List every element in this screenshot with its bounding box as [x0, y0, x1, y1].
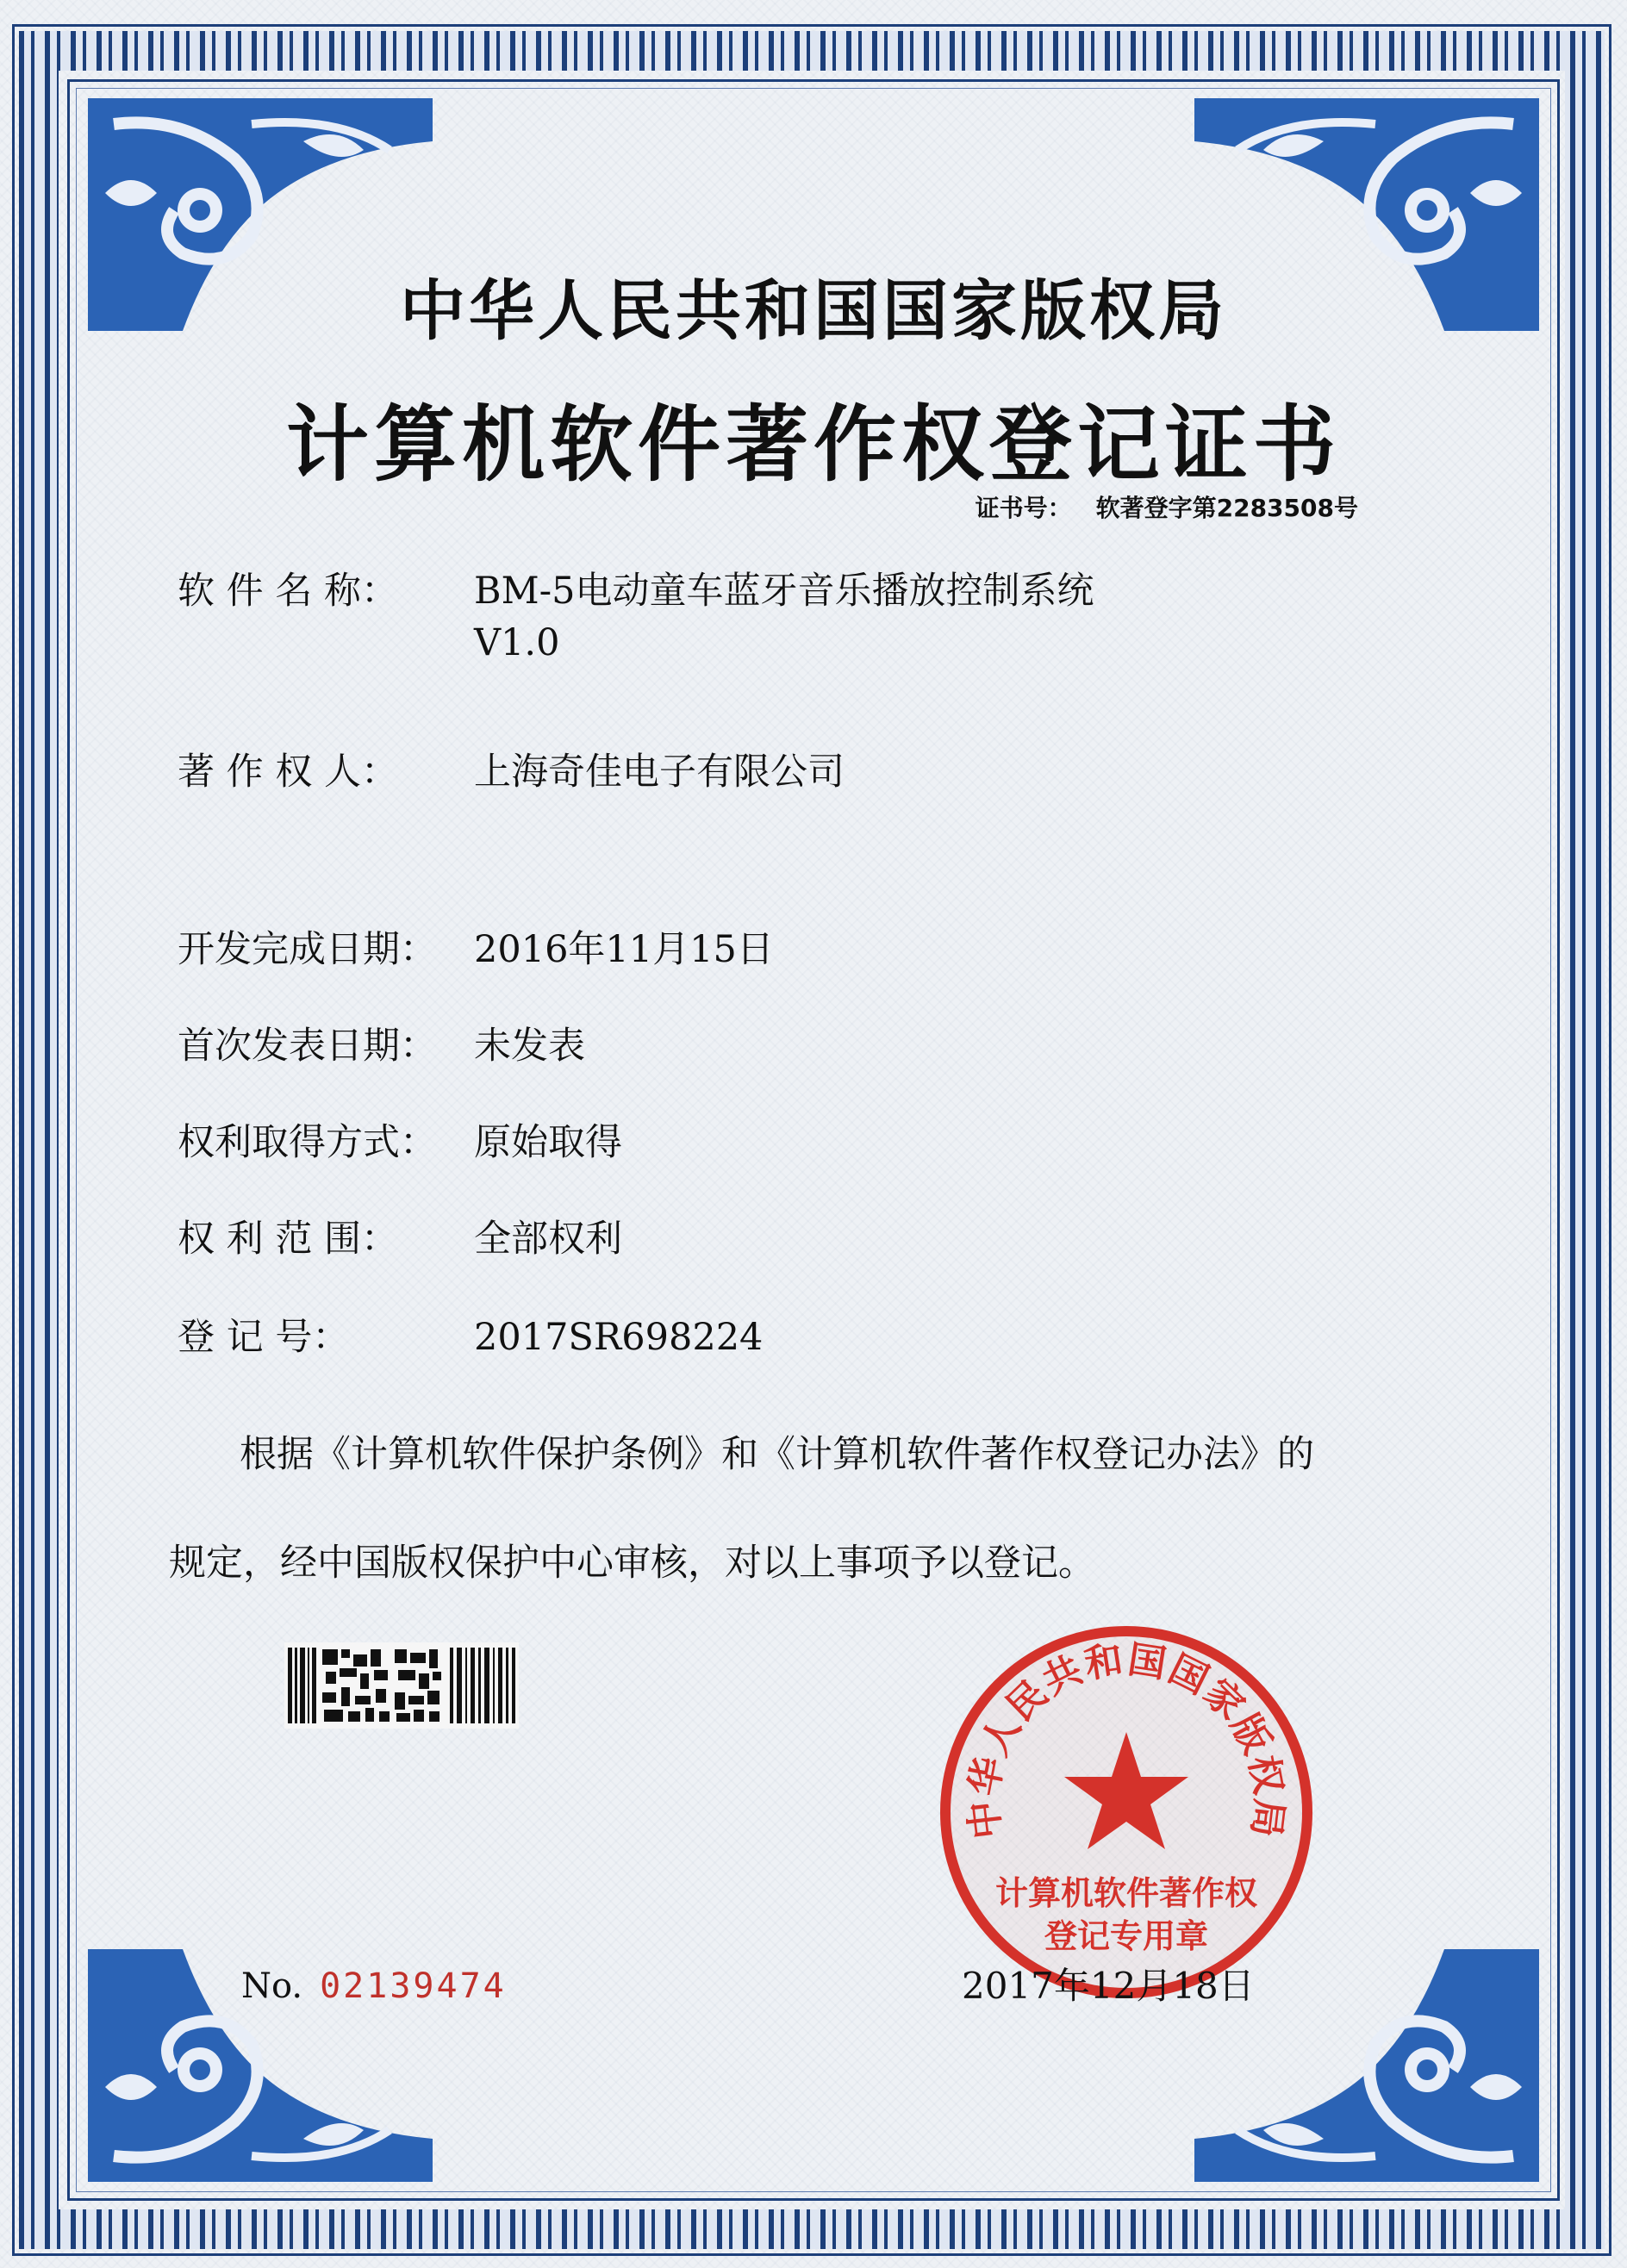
field-value-line: 未发表	[474, 1025, 585, 1068]
statement-line-2: 规定，经中国版权保护中心审核，对以上事项予以登记。	[169, 1542, 1095, 1585]
field-value-line: 2016年11月15日	[474, 928, 774, 971]
barcode-icon	[284, 1642, 519, 1729]
field-rights-scope	[178, 1213, 1453, 1265]
field-value	[474, 924, 1439, 975]
serial-number-label: No.	[241, 1966, 303, 2006]
field-label: 首次发表日期：	[178, 1025, 437, 1068]
field-value-line: 原始取得	[474, 1121, 622, 1164]
field-copyright-owner	[178, 746, 1453, 798]
serial-number-value: 02139474	[320, 1966, 507, 2006]
field-value-line: 2017SR698224	[474, 1316, 764, 1359]
issuing-authority: 中华人民共和国国家版权局	[400, 272, 1227, 349]
field-first-publication-date	[178, 1020, 1453, 1072]
issue-date: 2017年12月18日	[962, 1965, 1255, 2007]
seal-line-1: 计算机软件著作权	[994, 1874, 1257, 1912]
field-label: 开发完成日期：	[178, 928, 437, 971]
field-software-name	[178, 565, 1453, 669]
field-value-line: BM-5电动童车蓝牙音乐播放控制系统	[474, 570, 1094, 613]
certificate-number-label: 证书号：	[975, 494, 1072, 522]
certificate-number	[976, 489, 1358, 524]
field-label: 软 件 名 称：	[178, 570, 399, 613]
field-label: 登 记 号：	[178, 1316, 350, 1359]
field-label: 权 利 范 围：	[178, 1218, 399, 1261]
field-value-line: V1.0	[474, 621, 560, 664]
certificate-number-value: 软著登字第2283508号	[1095, 494, 1358, 522]
official-seal	[934, 1620, 1318, 2004]
field-label: 权利取得方式：	[178, 1121, 437, 1164]
field-value	[474, 1117, 1439, 1168]
barcode	[284, 1642, 519, 1729]
field-development-date	[178, 924, 1453, 975]
seal-line-2: 登记专用章	[1044, 1917, 1208, 1955]
certificate-title: 计算机软件著作权登记证书	[286, 396, 1341, 493]
statement-line-1: 根据《计算机软件保护条例》和《计算机软件著作权登记办法》的	[240, 1433, 1314, 1476]
field-value	[474, 1213, 1439, 1265]
field-value	[474, 565, 1439, 669]
field-registration-number	[178, 1312, 1453, 1363]
field-acquisition-method	[178, 1117, 1453, 1168]
field-value-line: 上海奇佳电子有限公司	[474, 751, 845, 794]
field-value	[474, 1020, 1439, 1072]
serial-number	[241, 1966, 507, 2006]
field-value	[474, 1312, 1439, 1363]
field-value-line: 全部权利	[474, 1218, 622, 1261]
field-value	[474, 746, 1439, 798]
field-label: 著 作 权 人：	[178, 751, 399, 794]
seal-arc-text: 中华人民共和国国家版权局	[961, 1637, 1292, 1841]
